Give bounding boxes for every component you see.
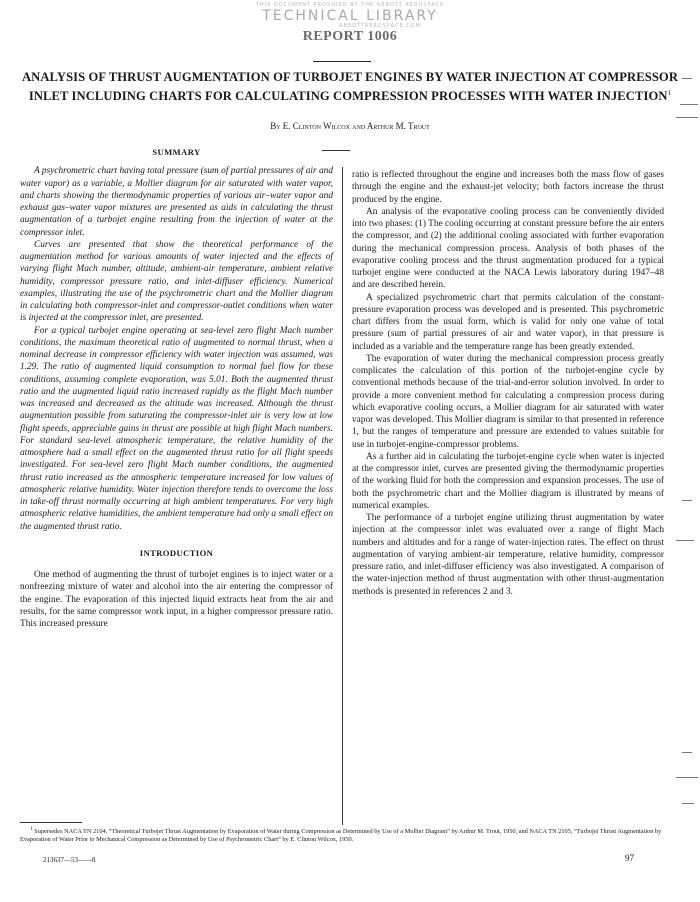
byline: By E. Clinton Wilcox and Arthur M. Trout — [270, 121, 430, 131]
introduction-paragraph: An analysis of the evaporative cooling process can be conveniently divided into two phases: (1) The cooling occurring at constant pressure before the air enters the compressor, and (2) the additional cooling associated with further evaporation during the mechanical compression process. Analysis of both phases of the evaporative cooling process and the thrust augmentation produced for a typical turbojet engine were conducted at the NACA Lewis laboratory during 1947–48 and are described herein. — [352, 206, 664, 291]
introduction-paragraph: One method of augmenting the thrust of turbojet engines is to inject water or a nonfreezing mixture of water and alcohol into the air entering the compressor of the engine. The evaporation of this injected liquid extracts heat from the air and results, for the same compressor work input, in a higher compressor pressure ratio. This increased pressure — [20, 570, 333, 629]
margin-mark — [682, 752, 692, 753]
introduction-paragraph: The performance of a turbojet engine utilizing thrust augmentation by water injection at the compressor inlet was evaluated over a range of flight Mach numbers and altitudes and for a range of water-injection rates. The effect on thrust augmentation of varying ambient-air temperature, relative humidity, compressor pressure ratio, and inlet-diffuser efficiency was also investigated. A comparison of the water-injection method of thrust augmentation with other thrust-augmentation methods is presented in references 2 and 3. — [352, 513, 664, 597]
margin-mark — [682, 78, 692, 79]
header-rule — [313, 61, 371, 62]
watermark-library-name: TECHNICAL LIBRARY — [262, 8, 438, 24]
left-column — [20, 146, 333, 630]
margin-mark — [682, 500, 692, 501]
library-watermark — [0, 2, 700, 29]
title-footnote-mark: 1 — [667, 89, 672, 97]
summary-body — [20, 165, 333, 533]
watermark-url: ABBOTTAEROSPACE.COM — [339, 23, 421, 29]
footnote — [20, 825, 670, 845]
margin-mark — [680, 104, 698, 105]
summary-paragraph: For a typical turbojet engine operating at sea-level zero flight Mach number conditions, the maximum theoretical ratio of augmented to normal thrust, when a nominal decrease in compressor efficiency with water injection was assumed, was 1.29. The ratio of augmented liquid consumption to normal fuel flow for these conditions, assuming complete evaporation, was 5.01. Both the augmented thrust ratio and the augmented liquid ratio increased rapidly as the flight Mach number was increased and decreased as the altitude was increased. Although the thrust augmentation possible from saturating the compressor-inlet air is very low at low flight speeds, appreciable gains in thrust are possible at high flight Mach numbers. For standard sea-level atmospheric temperature, the relative humidity of the atmosphere had a small effect on the augmented thrust ratio for all flight speeds investigated. For sea-level zero flight Mach number conditions, the augmented thrust ratio increased as the atmospheric temperature increased for low values of atmospheric relative humidity. Water injection therefore tends to overcome the loss in take-off thrust normally occurring at high ambient temperatures. For very high atmospheric relative humidities, the ambient temperature had only a small effect on the augmented thrust ratio. — [20, 325, 333, 532]
watermark-provider-line: THIS DOCUMENT PROVIDED BY THE ABBOTT AEROSPACE — [255, 2, 445, 8]
introduction-heading: INTRODUCTION — [139, 547, 214, 558]
introduction-body-left — [20, 569, 333, 630]
footnote-rule — [20, 822, 82, 823]
job-number: 213637—53——8 — [43, 856, 96, 864]
summary-heading: SUMMARY — [152, 147, 201, 157]
introduction-paragraph: As a further aid in calculating the turbojet-engine cycle when water is injected at the compressor inlet, curves are presented giving the thermodynamic properties of the working fluid for both the compression and expansion processes. The use of both the psychrometric chart and the Mollier diagram is illustrated by means of numerical examples. — [352, 451, 664, 511]
paper-title — [20, 69, 680, 104]
introduction-paragraph: The evaporation of water during the mechanical compression process greatly complicates the calculation of this portion of the turbojet-engine cycle by conventional methods because of the trial-and-error solution involved. In order to provide a more convenient method for calculating a compression process during which evaporative cooling occurs, a Mollier diagram for air saturated with water vapor was developed. This Mollier diagram is similar to that presented in reference 1, but the ranges of temperature and pressure are extended to values suitable for use in turbojet-engine-compressor problems. — [352, 353, 664, 450]
margin-mark — [676, 540, 694, 541]
introduction-paragraph: ratio is reflected throughout the engine and increases both the mass flow of gases through the engine and the exhaust-jet velocity; both factors increase the thrust produced by the engine. — [352, 170, 664, 205]
page-number: 97 — [625, 853, 634, 863]
margin-mark — [682, 803, 694, 804]
summary-paragraph: A psychrometric chart having total pressure (sum of partial pressures of air and water vapor) as a variable, a Mollier diagram for air saturated with water vapor, and charts showing the thermodynamic properties of various air–water vapor and exhaust gas–water vapor mixtures are presented as aids in calculating the thrust augmentation of a turbojet engine resulting from the injection of water at the compressor inlet. — [20, 166, 333, 238]
footnote-mark: 1 — [30, 826, 33, 832]
introduction-paragraph: A specialized psychrometric chart that permits calculation of the constant-pressure evaporation process was developed and is presented. This psychrometric chart differs from the usual form, which is valid for only one value of total pressure (sum of partial pressures of air and water vapor), in that pressure is included as a variable and the temperature range has been greatly extended. — [352, 292, 664, 352]
footnote-text: Supersedes NACA TN 2104, “Theoretical Turbojet Thrust Augmentation by Evaporation of Water during Compression as Determined by Use of a Mollier Diagram” by Arthur M. Trout, 1950, and NACA TN 2105, “Turbojet Thrust Augmentation by Evaporation of Water Prior to Mechanical Compression as Determined by Use of Psychrometric Chart” by E. Clinton Wilcox, 1950. — [20, 828, 662, 844]
right-column — [352, 169, 664, 598]
margin-mark — [676, 777, 698, 778]
margin-mark — [676, 117, 698, 118]
column-divider — [342, 167, 343, 825]
report-number: REPORT 1006 — [302, 29, 398, 44]
paper-title-text: ANALYSIS OF THRUST AUGMENTATION OF TURBOJET ENGINES BY WATER INJECTION AT COMPRESSOR INLET INCLUDING CHARTS FOR CALCULATING COMPRESSION PROCESSES WITH WATER INJECTION — [21, 70, 679, 104]
summary-paragraph: Curves are presented that show the theoretical performance of the augmentation method for various amounts of water injected and the effects of varying flight Mach number, altitude, ambient-air temperature, ambient relative humidity, compressor pressure ratio, and inlet-diffuser efficiency. Numerical examples, illustrating the use of the psychrometric chart and the Mollier diagram in calculating both compressor-inlet and compressor-outlet conditions when water is injected at the compressor inlet, are presented. — [20, 239, 333, 324]
scan-margin-marks — [676, 0, 700, 902]
